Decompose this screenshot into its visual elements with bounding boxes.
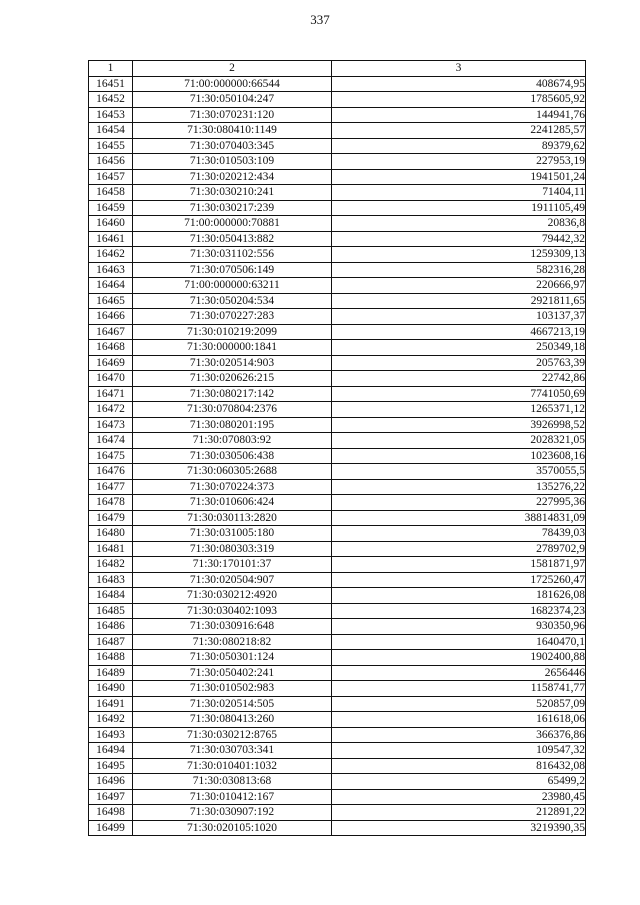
cadastral-number-cell: 71:30:050402:241 — [133, 665, 332, 681]
cadastral-number-cell: 71:30:070803:92 — [133, 433, 332, 449]
table-row — [89, 712, 586, 728]
table-row — [89, 588, 586, 604]
value-cell: 227995,36 — [332, 495, 586, 511]
cadastral-number-cell: 71:30:010503:109 — [133, 154, 332, 170]
table-row — [89, 200, 586, 216]
value-cell: 71404,11 — [332, 185, 586, 201]
value-cell: 1902400,88 — [332, 650, 586, 666]
value-cell: 205763,39 — [332, 355, 586, 371]
cadastral-number-cell: 71:30:030212:8765 — [133, 727, 332, 743]
row-number-cell: 16471 — [89, 386, 133, 402]
row-number-cell: 16495 — [89, 758, 133, 774]
table-row — [89, 355, 586, 371]
value-cell: 79442,32 — [332, 231, 586, 247]
column-header-2: 2 — [133, 61, 332, 77]
value-cell: 4667213,19 — [332, 324, 586, 340]
table-row — [89, 541, 586, 557]
table-row — [89, 603, 586, 619]
value-cell: 1581871,97 — [332, 557, 586, 573]
table-row — [89, 510, 586, 526]
cadastral-number-cell: 71:30:050204:534 — [133, 293, 332, 309]
value-cell: 2241285,57 — [332, 123, 586, 139]
row-number-cell: 16476 — [89, 464, 133, 480]
cadastral-number-cell: 71:30:020212:434 — [133, 169, 332, 185]
cadastral-number-cell: 71:30:010606:424 — [133, 495, 332, 511]
table-row — [89, 278, 586, 294]
value-cell: 181626,08 — [332, 588, 586, 604]
cadastral-number-cell: 71:30:050104:247 — [133, 92, 332, 108]
value-cell: 930350,96 — [332, 619, 586, 635]
table-row — [89, 107, 586, 123]
cadastral-number-cell: 71:30:030210:241 — [133, 185, 332, 201]
cadastral-number-cell: 71:30:080410:1149 — [133, 123, 332, 139]
row-number-cell: 16453 — [89, 107, 133, 123]
value-cell: 366376,86 — [332, 727, 586, 743]
table-row — [89, 123, 586, 139]
row-number-cell: 16496 — [89, 774, 133, 790]
table-row — [89, 634, 586, 650]
value-cell: 220666,97 — [332, 278, 586, 294]
row-number-cell: 16492 — [89, 712, 133, 728]
cadastral-number-cell: 71:30:080303:319 — [133, 541, 332, 557]
row-number-cell: 16460 — [89, 216, 133, 232]
cadastral-number-cell: 71:30:060305:2688 — [133, 464, 332, 480]
table-row — [89, 619, 586, 635]
cadastral-number-cell: 71:30:031005:180 — [133, 526, 332, 542]
table-row — [89, 154, 586, 170]
row-number-cell: 16454 — [89, 123, 133, 139]
cadastral-number-cell: 71:30:050301:124 — [133, 650, 332, 666]
cadastral-number-cell: 71:30:070227:283 — [133, 309, 332, 325]
cadastral-number-cell: 71:30:010412:167 — [133, 789, 332, 805]
cadastral-number-cell: 71:30:070804:2376 — [133, 402, 332, 418]
value-cell: 22742,86 — [332, 371, 586, 387]
value-cell: 3219390,35 — [332, 820, 586, 836]
table-row — [89, 789, 586, 805]
cadastral-number-cell: 71:00:000000:63211 — [133, 278, 332, 294]
table-row — [89, 820, 586, 836]
row-number-cell: 16473 — [89, 417, 133, 433]
value-cell: 7741050,69 — [332, 386, 586, 402]
value-cell: 161618,06 — [332, 712, 586, 728]
row-number-cell: 16451 — [89, 76, 133, 92]
value-cell: 20836,8 — [332, 216, 586, 232]
row-number-cell: 16493 — [89, 727, 133, 743]
value-cell: 1785605,92 — [332, 92, 586, 108]
row-number-cell: 16480 — [89, 526, 133, 542]
table-row — [89, 76, 586, 92]
table-row — [89, 758, 586, 774]
row-number-cell: 16456 — [89, 154, 133, 170]
row-number-cell: 16464 — [89, 278, 133, 294]
row-number-cell: 16474 — [89, 433, 133, 449]
cadastral-number-cell: 71:30:080218:82 — [133, 634, 332, 650]
table-row — [89, 262, 586, 278]
row-number-cell: 16465 — [89, 293, 133, 309]
value-cell: 1682374,23 — [332, 603, 586, 619]
table-row — [89, 681, 586, 697]
value-cell: 144941,76 — [332, 107, 586, 123]
cadastral-number-cell: 71:30:010219:2099 — [133, 324, 332, 340]
table-row — [89, 479, 586, 495]
row-number-cell: 16469 — [89, 355, 133, 371]
row-number-cell: 16462 — [89, 247, 133, 263]
value-cell: 408674,95 — [332, 76, 586, 92]
row-number-cell: 16489 — [89, 665, 133, 681]
value-cell: 1259309,13 — [332, 247, 586, 263]
row-number-cell: 16472 — [89, 402, 133, 418]
column-header-3: 3 — [332, 61, 586, 77]
table-row — [89, 138, 586, 154]
cadastral-number-cell: 71:30:080413:260 — [133, 712, 332, 728]
cadastral-number-cell: 71:30:030813:68 — [133, 774, 332, 790]
value-cell: 3926998,52 — [332, 417, 586, 433]
cadastral-number-cell: 71:30:020626:215 — [133, 371, 332, 387]
table-header — [89, 61, 586, 77]
cadastral-number-cell: 71:30:000000:1841 — [133, 340, 332, 356]
value-cell: 212891,22 — [332, 805, 586, 821]
cadastral-number-cell: 71:30:031102:556 — [133, 247, 332, 263]
row-number-cell: 16467 — [89, 324, 133, 340]
value-cell: 2656446 — [332, 665, 586, 681]
table-row — [89, 309, 586, 325]
value-cell: 103137,37 — [332, 309, 586, 325]
cadastral-number-cell: 71:30:030506:438 — [133, 448, 332, 464]
row-number-cell: 16459 — [89, 200, 133, 216]
table-row — [89, 557, 586, 573]
cadastral-number-cell: 71:30:070403:345 — [133, 138, 332, 154]
row-number-cell: 16455 — [89, 138, 133, 154]
value-cell: 2028321,05 — [332, 433, 586, 449]
cadastral-number-cell: 71:30:030907:192 — [133, 805, 332, 821]
value-cell: 520857,09 — [332, 696, 586, 712]
value-cell: 2789702,9 — [332, 541, 586, 557]
table-row — [89, 402, 586, 418]
row-number-cell: 16484 — [89, 588, 133, 604]
table-row — [89, 572, 586, 588]
row-number-cell: 16499 — [89, 820, 133, 836]
row-number-cell: 16457 — [89, 169, 133, 185]
cadastral-number-cell: 71:30:030402:1093 — [133, 603, 332, 619]
table-row — [89, 495, 586, 511]
value-cell: 1023608,16 — [332, 448, 586, 464]
value-cell: 3570055,5 — [332, 464, 586, 480]
cadastral-number-cell: 71:30:020514:505 — [133, 696, 332, 712]
cadastral-number-cell: 71:00:000000:70881 — [133, 216, 332, 232]
row-number-cell: 16475 — [89, 448, 133, 464]
table-row — [89, 805, 586, 821]
cadastral-number-cell: 71:30:070506:149 — [133, 262, 332, 278]
cadastral-number-cell: 71:30:020504:907 — [133, 572, 332, 588]
cadastral-number-cell: 71:30:030113:2820 — [133, 510, 332, 526]
row-number-cell: 16482 — [89, 557, 133, 573]
table-row — [89, 231, 586, 247]
page-number: 337 — [310, 12, 330, 27]
row-number-cell: 16466 — [89, 309, 133, 325]
row-number-cell: 16490 — [89, 681, 133, 697]
value-cell: 78439,03 — [332, 526, 586, 542]
row-number-cell: 16485 — [89, 603, 133, 619]
value-cell: 582316,28 — [332, 262, 586, 278]
table-row — [89, 727, 586, 743]
row-number-cell: 16481 — [89, 541, 133, 557]
table-row — [89, 386, 586, 402]
table-row — [89, 340, 586, 356]
table-row — [89, 324, 586, 340]
cadastral-number-cell: 71:30:020105:1020 — [133, 820, 332, 836]
row-number-cell: 16463 — [89, 262, 133, 278]
row-number-cell: 16477 — [89, 479, 133, 495]
column-header-1: 1 — [89, 61, 133, 77]
table-row — [89, 526, 586, 542]
value-cell: 23980,45 — [332, 789, 586, 805]
value-cell: 250349,18 — [332, 340, 586, 356]
value-cell: 1640470,1 — [332, 634, 586, 650]
data-table — [88, 60, 586, 836]
row-number-cell: 16497 — [89, 789, 133, 805]
row-number-cell: 16487 — [89, 634, 133, 650]
table-row — [89, 417, 586, 433]
header-row — [89, 61, 586, 77]
table-row — [89, 371, 586, 387]
table-row — [89, 743, 586, 759]
cadastral-number-cell: 71:30:070231:120 — [133, 107, 332, 123]
row-number-cell: 16470 — [89, 371, 133, 387]
cadastral-number-cell: 71:30:080217:142 — [133, 386, 332, 402]
row-number-cell: 16488 — [89, 650, 133, 666]
cadastral-number-cell: 71:30:070224:373 — [133, 479, 332, 495]
value-cell: 816432,08 — [332, 758, 586, 774]
cadastral-number-cell: 71:30:010502:983 — [133, 681, 332, 697]
row-number-cell: 16498 — [89, 805, 133, 821]
value-cell: 65499,2 — [332, 774, 586, 790]
table-body — [89, 76, 586, 836]
row-number-cell: 16483 — [89, 572, 133, 588]
value-cell: 1158741,77 — [332, 681, 586, 697]
cadastral-number-cell: 71:30:050413:882 — [133, 231, 332, 247]
cadastral-number-cell: 71:30:030916:648 — [133, 619, 332, 635]
row-number-cell: 16458 — [89, 185, 133, 201]
row-number-cell: 16452 — [89, 92, 133, 108]
row-number-cell: 16494 — [89, 743, 133, 759]
table-row — [89, 169, 586, 185]
value-cell: 1941501,24 — [332, 169, 586, 185]
row-number-cell: 16478 — [89, 495, 133, 511]
cadastral-number-cell: 71:30:030217:239 — [133, 200, 332, 216]
row-number-cell: 16461 — [89, 231, 133, 247]
value-cell: 109547,32 — [332, 743, 586, 759]
cadastral-number-cell: 71:00:000000:66544 — [133, 76, 332, 92]
value-cell: 1265371,12 — [332, 402, 586, 418]
value-cell: 2921811,65 — [332, 293, 586, 309]
table-row — [89, 92, 586, 108]
value-cell: 38814831,09 — [332, 510, 586, 526]
cadastral-number-cell: 71:30:030703:341 — [133, 743, 332, 759]
table-row — [89, 665, 586, 681]
cadastral-number-cell: 71:30:030212:4920 — [133, 588, 332, 604]
table-row — [89, 185, 586, 201]
row-number-cell: 16491 — [89, 696, 133, 712]
value-cell: 89379,62 — [332, 138, 586, 154]
value-cell: 227953,19 — [332, 154, 586, 170]
table-row — [89, 650, 586, 666]
cadastral-number-cell: 71:30:080201:195 — [133, 417, 332, 433]
table-row — [89, 448, 586, 464]
table-row — [89, 464, 586, 480]
table-row — [89, 247, 586, 263]
cadastral-number-cell: 71:30:010401:1032 — [133, 758, 332, 774]
table-row — [89, 774, 586, 790]
table-row — [89, 433, 586, 449]
value-cell: 1911105,49 — [332, 200, 586, 216]
table-row — [89, 216, 586, 232]
table-row — [89, 696, 586, 712]
row-number-cell: 16468 — [89, 340, 133, 356]
cadastral-number-cell: 71:30:170101:37 — [133, 557, 332, 573]
table-row — [89, 293, 586, 309]
row-number-cell: 16479 — [89, 510, 133, 526]
value-cell: 135276,22 — [332, 479, 586, 495]
cadastral-number-cell: 71:30:020514:903 — [133, 355, 332, 371]
value-cell: 1725260,47 — [332, 572, 586, 588]
row-number-cell: 16486 — [89, 619, 133, 635]
